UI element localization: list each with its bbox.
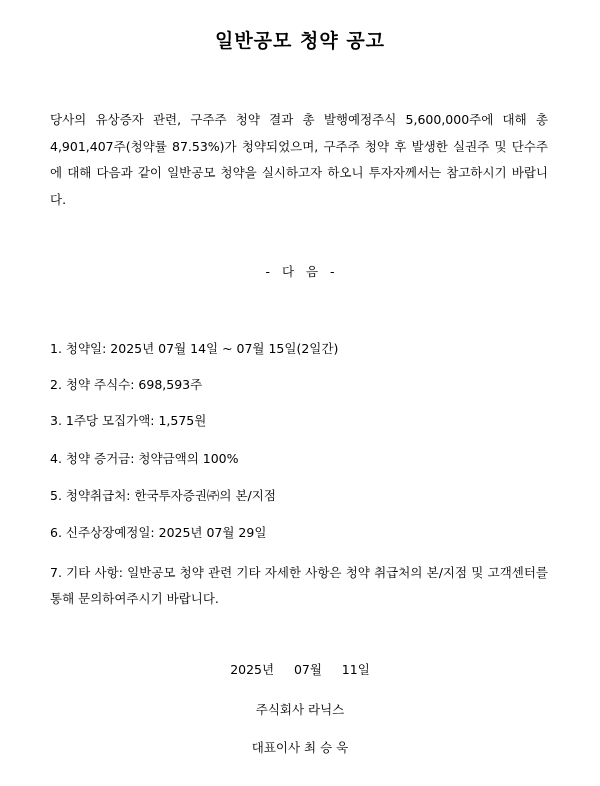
intro-paragraph: 당사의 유상증자 관련, 구주주 청약 결과 총 발행예정주식 5,600,000주에 대해 총 4,901,407주(청약률 87.53%)가 청약되었으며, 구주주 청약 후 발생한 실권주 및 단수주에 대해 다음과 같이 일반공모 청약을 실시하고자 하오니 투자자께서는 참고하시기 바랍니다. <box>50 112 548 207</box>
item-subscription-date: 1. 청약일: 2025년 07월 14일 ~ 07월 15일(2일간) <box>50 341 339 356</box>
item-listing-date: 6. 신주상장예정일: 2025년 07월 29일 <box>50 525 267 540</box>
ceo-name: 대표이사 최 승 욱 <box>251 740 349 755</box>
company-name: 주식회사 라닉스 <box>255 702 345 717</box>
item-deposit: 4. 청약 증거금: 청약금액의 100% <box>50 451 239 466</box>
section-heading: - 다 음 - <box>265 264 335 279</box>
item-share-count: 2. 청약 주식수: 698,593주 <box>50 377 203 392</box>
notice-date: 2025년 07월 11일 <box>230 662 370 677</box>
item-handling-agent: 5. 청약취급처: 한국투자증권㈜의 본/지점 <box>50 488 276 503</box>
item-offer-price: 3. 1주당 모집가액: 1,575원 <box>50 413 207 428</box>
notice-title: 일반공모 청약 공고 <box>214 30 386 52</box>
item-other-info: 7. 기타 사항: 일반공모 청약 관련 기타 자세한 사항은 청약 취급처의 본/지점 및 고객센터를 통해 문의하여주시기 바랍니다. <box>50 565 548 606</box>
